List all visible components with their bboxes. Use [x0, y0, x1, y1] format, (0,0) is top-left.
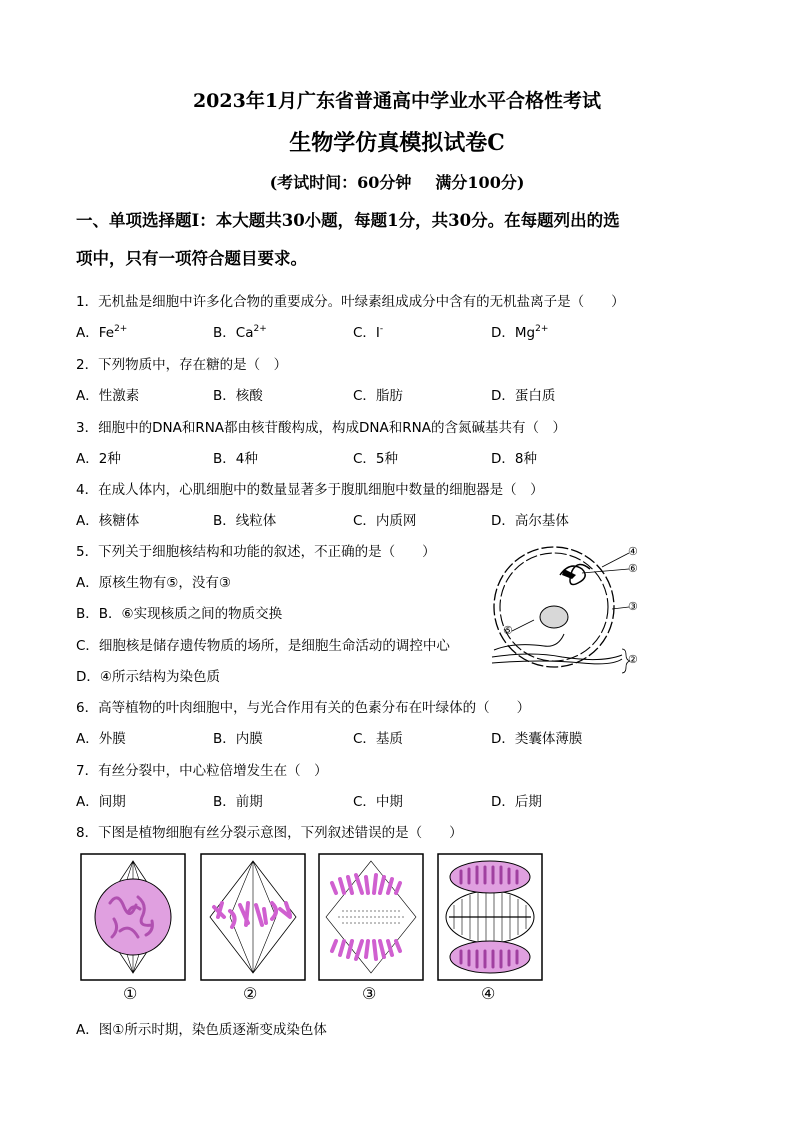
q1-option-a-sup: 2+ — [114, 324, 128, 334]
mitosis-label-1: ① — [123, 984, 138, 1003]
exam-subtitle: 生物学仿真模拟试卷C — [289, 130, 505, 156]
mitosis-figure-2 — [200, 853, 306, 981]
question-5-stem: 5．下列关于细胞核结构和功能的叙述，不正确的是（ ） — [76, 544, 436, 560]
exam-time: (考试时间：60分钟 — [269, 173, 412, 192]
section-heading-line2: 项中，只有一项符合题目要求。 — [76, 249, 307, 268]
nucleus-label-5: ⑤ — [503, 624, 513, 637]
q4-option-b: B．线粒体 — [213, 513, 277, 529]
q1-option-c — [353, 321, 383, 341]
q6-option-c: C．基质 — [353, 731, 403, 747]
q8-option-a: A．图①所示时期，染色质逐渐变成染色体 — [76, 1022, 327, 1038]
mitosis-figure-4 — [437, 853, 543, 981]
q5-option-b: B．B．⑥实现核质之间的物质交换 — [76, 606, 283, 622]
q1-option-b — [213, 321, 267, 341]
q6-option-d: D．类囊体薄膜 — [491, 731, 583, 747]
exam-info — [0, 170, 794, 193]
q2-option-c: C．脂肪 — [353, 388, 403, 404]
q6-option-b: B．内膜 — [213, 731, 263, 747]
nucleus-label-3: ③ — [628, 600, 638, 613]
mitosis-label-4: ④ — [481, 984, 496, 1003]
section-heading-line1: 一、单项选择题Ⅰ：本大题共30小题，每题1分，共30分。在每题列出的选 — [76, 211, 620, 230]
q3-option-a: A．2种 — [76, 451, 121, 467]
q5-option-d: D．④所示结构为染色质 — [76, 669, 220, 685]
question-8-stem: 8．下图是植物细胞有丝分裂示意图，下列叙述错误的是（ ） — [76, 825, 463, 841]
mitosis-label-2: ② — [243, 984, 258, 1003]
nucleus-label-2: ② — [628, 653, 638, 666]
mitosis-figure-3 — [318, 853, 424, 981]
q4-option-a: A．核糖体 — [76, 513, 140, 529]
mitosis-label-3: ③ — [362, 984, 377, 1003]
q1-option-a — [76, 321, 127, 341]
q1-option-a-label: A．Fe — [76, 325, 115, 341]
q1-option-c-sup: - — [379, 324, 384, 334]
q3-option-b: B．4种 — [213, 451, 258, 467]
q1-option-c-label: C．I — [353, 325, 380, 341]
question-6-stem: 6．高等植物的叶肉细胞中，与光合作用有关的色素分布在叶绿体的（ ） — [76, 700, 531, 716]
q4-option-c: C．内质网 — [353, 513, 417, 529]
q7-option-d: D．后期 — [491, 794, 542, 810]
q1-option-d — [491, 321, 548, 341]
nucleus-label-6: ⑥ — [628, 562, 638, 575]
q1-option-b-label: B．Ca — [213, 325, 254, 341]
q5-option-a: A．原核生物有⑤，没有③ — [76, 575, 231, 591]
q2-option-a: A．性激素 — [76, 388, 140, 404]
exam-title: 2023年1月广东省普通高中学业水平合格性考试 — [192, 90, 602, 112]
q7-option-c: C．中期 — [353, 794, 403, 810]
q4-option-d: D．高尔基体 — [491, 513, 569, 529]
q7-option-b: B．前期 — [213, 794, 263, 810]
nucleus-label-4: ④ — [628, 545, 638, 558]
question-1-stem: 1．无机盐是细胞中许多化合物的重要成分。叶绿素组成成分中含有的无机盐离子是（ ） — [76, 294, 625, 310]
q7-option-a: A．间期 — [76, 794, 126, 810]
full-score: 满分100分) — [435, 173, 525, 192]
question-4-stem: 4．在成人体内，心肌细胞中的数量显著多于腹肌细胞中数量的细胞器是（ ） — [76, 482, 544, 498]
question-7-stem: 7．有丝分裂中，中心粒倍增发生在（ ） — [76, 763, 328, 779]
q1-option-d-label: D．Mg — [491, 325, 536, 341]
mitosis-figure-1 — [80, 853, 186, 981]
question-2-stem: 2．下列物质中，存在糖的是（ ） — [76, 357, 288, 373]
q1-option-d-sup: 2+ — [535, 324, 549, 334]
q2-option-b: B．核酸 — [213, 388, 263, 404]
q5-option-c: C．细胞核是储存遗传物质的场所，是细胞生命活动的调控中心 — [76, 638, 450, 654]
q1-option-b-sup: 2+ — [253, 324, 267, 334]
q3-option-c: C．5种 — [353, 451, 399, 467]
q6-option-a: A．外膜 — [76, 731, 126, 747]
q2-option-d: D．蛋白质 — [491, 388, 556, 404]
question-3-stem: 3．细胞中的DNA和RNA都由核苷酸构成，构成DNA和RNA的含氮碱基共有（ ） — [76, 420, 566, 436]
q3-option-d: D．8种 — [491, 451, 537, 467]
